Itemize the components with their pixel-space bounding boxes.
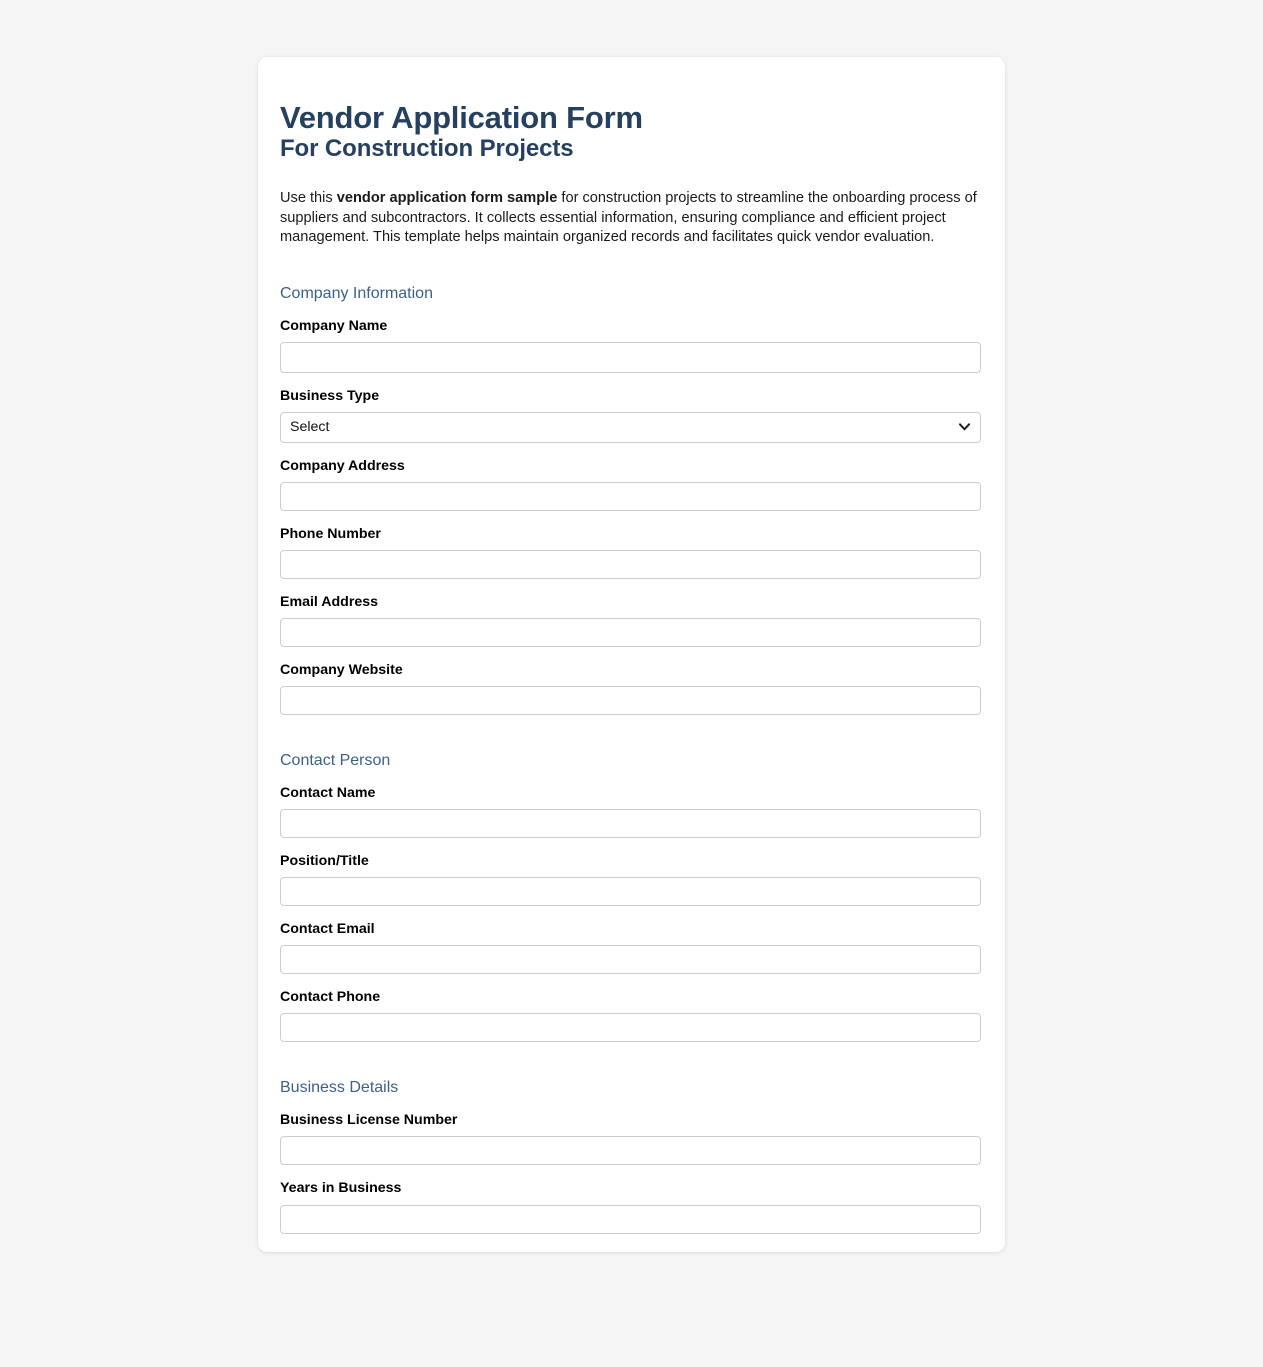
- field-business-type: [280, 388, 983, 443]
- input-contact-name[interactable]: [280, 809, 981, 838]
- page-subtitle: For Construction Projects: [280, 135, 574, 163]
- field-email-address: [280, 594, 983, 647]
- input-years-in-business[interactable]: [280, 1205, 981, 1234]
- field-company-website: [280, 662, 983, 715]
- select-wrapper-business-type: [280, 412, 981, 443]
- form-sections: [280, 284, 983, 1234]
- field-years-in-business: [280, 1180, 983, 1233]
- label-company-address: Company Address: [280, 457, 405, 474]
- field-contact-name: [280, 785, 983, 838]
- field-company-address: [280, 458, 983, 511]
- page-title: Vendor Application Form: [280, 100, 643, 135]
- field-business-license-number: [280, 1112, 983, 1165]
- label-position-title: Position/Title: [280, 853, 369, 870]
- field-contact-email: [280, 921, 983, 974]
- select-business-type[interactable]: [280, 412, 981, 443]
- description-prefix: Use this: [280, 190, 337, 207]
- section-header-business-details: Business Details: [280, 1079, 399, 1097]
- field-company-name: [280, 318, 983, 373]
- input-contact-phone[interactable]: [280, 1013, 981, 1042]
- input-contact-email[interactable]: [280, 945, 981, 974]
- input-phone-number[interactable]: [280, 550, 981, 579]
- input-business-license-number[interactable]: [280, 1136, 981, 1165]
- field-contact-phone: [280, 989, 983, 1042]
- description-emphasis: vendor application form sample: [336, 190, 558, 207]
- input-company-address[interactable]: [280, 482, 981, 511]
- vendor-application-form-card: [258, 57, 1005, 1252]
- label-phone-number: Phone Number: [280, 525, 381, 542]
- label-company-name: Company Name: [280, 317, 388, 334]
- form-content: [280, 57, 983, 1234]
- input-position-title[interactable]: [280, 877, 981, 906]
- label-company-website: Company Website: [280, 661, 403, 678]
- section-header-company-information: Company Information: [280, 284, 433, 302]
- input-company-name[interactable]: [280, 342, 981, 373]
- label-years-in-business: Years in Business: [280, 1180, 402, 1197]
- description-suffix: for construction projects to streamline the onboarding process of suppliers and subcontractors. It collects essential information, ensuring compliance and efficient project management. This template helps maintain organized records and facilitates quick vendor evaluation.: [280, 190, 977, 246]
- input-email-address[interactable]: [280, 618, 981, 647]
- field-phone-number: [280, 526, 983, 579]
- label-business-license-number: Business License Number: [280, 1112, 458, 1129]
- label-business-type: Business Type: [280, 387, 380, 404]
- label-contact-email: Contact Email: [280, 921, 375, 938]
- label-contact-name: Contact Name: [280, 785, 376, 802]
- section-header-contact-person: Contact Person: [280, 751, 391, 769]
- form-description: [280, 189, 980, 247]
- label-email-address: Email Address: [280, 593, 379, 610]
- input-company-website[interactable]: [280, 686, 981, 715]
- label-contact-phone: Contact Phone: [280, 989, 381, 1006]
- field-position-title: [280, 853, 983, 906]
